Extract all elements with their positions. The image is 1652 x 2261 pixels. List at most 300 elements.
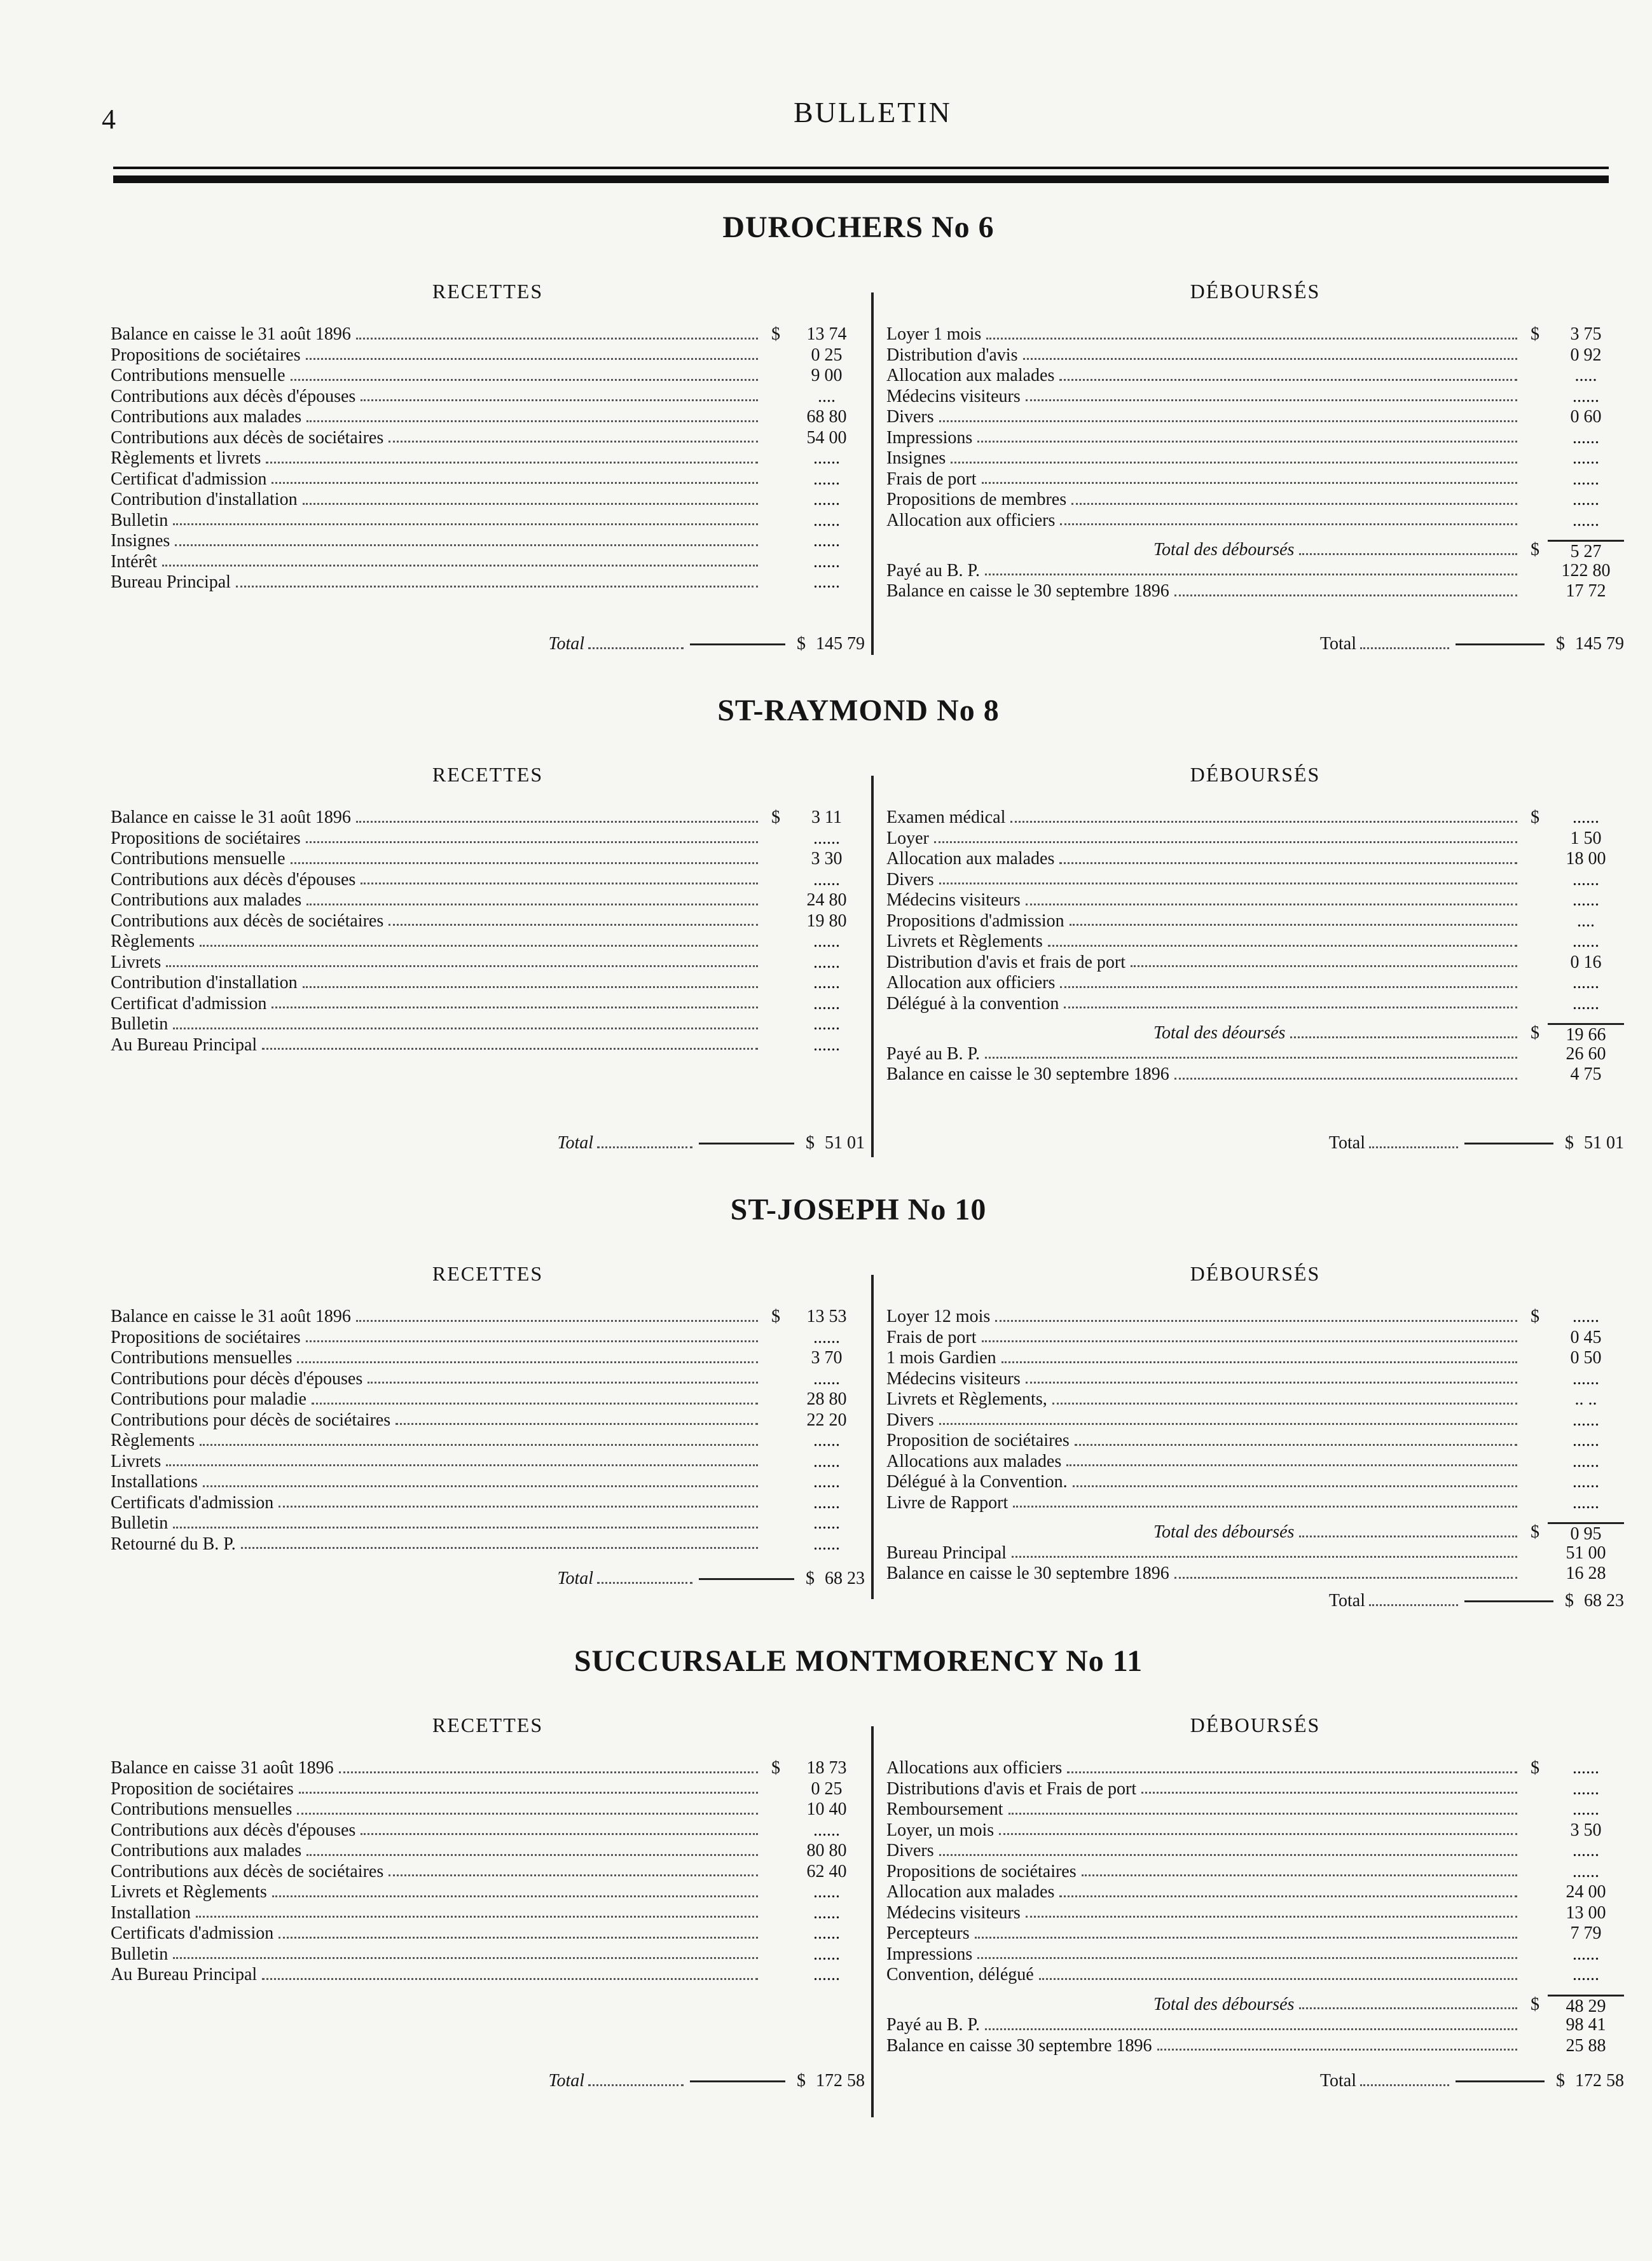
ledger-amount: 62 40 [806,1861,847,1881]
dot-leader [985,1044,1517,1059]
ledger-amount: ...... [813,490,840,509]
ledger-label: Loyer 12 mois [886,1307,991,1326]
ledger-amount: ...... [1573,1944,1599,1964]
ledger-row [886,952,1624,973]
ledger-row [886,849,1624,870]
ledger-amount: ...... [813,1492,840,1513]
ledger-label: Remboursement [886,1799,1003,1819]
ledger-label: Bureau Principal [111,572,231,592]
ledger-amount: 25 88 [1566,2035,1606,2056]
dot-leader [306,828,758,844]
dot-leader [1073,1472,1517,1487]
dot-leader [356,808,758,823]
ledger-label: Livrets [111,952,162,972]
ledger-amount: 22 20 [806,1410,847,1430]
ledger-amount: 28 80 [806,1389,847,1409]
total-amount: 172 58 [1575,2071,1624,2091]
dot-leader [1290,1023,1517,1038]
ledger-label: Contributions aux décès d'épouses [111,386,356,406]
ledger-amount: .... [818,386,836,406]
ledger-label: Impressions [886,427,973,448]
currency-sign: $ [1531,1023,1539,1043]
ledger-row [886,1044,1624,1065]
ledger-label: Au Bureau Principal [111,1034,258,1055]
dot-leader [995,1307,1517,1322]
currency-sign [1522,1944,1548,1965]
ledger-row [886,808,1624,828]
ledger-label: Bulletin [111,1014,169,1034]
ledger-label: Bulletin [111,1944,169,1964]
dot-leader [951,448,1517,464]
total-line [111,1567,865,1590]
dot-leader [396,1410,758,1426]
ledger-row [886,994,1624,1015]
currency-sign [763,1965,788,1986]
dot-leader [306,407,758,422]
currency-sign [1522,387,1548,408]
currency-sign [1522,1841,1548,1862]
total-label: Total [557,1133,593,1153]
ledger-amount: ...... [1573,993,1599,1014]
total-label: Total [548,634,584,654]
currency-sign: $ [1531,324,1539,344]
currency-sign [1522,890,1548,911]
ledger-row [886,1758,1624,1779]
recettes-rows [111,324,865,593]
section-title: SUCCURSALE MONTMORENCY No 11 [574,1644,1143,1678]
dot-leader [306,345,758,361]
currency-sign: $ [806,1569,815,1588]
currency-sign [763,1882,788,1903]
ledger-row [886,1543,1624,1564]
ledger-row [111,366,865,387]
debourses-column [886,763,1624,1170]
ledger-amount: 0 95 [1548,1522,1624,1543]
total-dash [690,2070,785,2082]
dot-leader [588,633,684,649]
header-rule-thick [113,175,1609,183]
ledger-row [886,870,1624,891]
ledger-row [886,931,1624,952]
currency-sign [1522,1563,1548,1584]
column-divider [871,1726,874,2117]
currency-sign [1522,952,1548,973]
currency-sign: $ [1531,1994,1539,2014]
dot-leader [977,428,1517,443]
ledger-label: Frais de port [886,1327,977,1347]
subtotal-row [886,1995,1624,2016]
ledger-amount: 13 74 [806,324,847,344]
ledger-label: Allocations aux malades [886,1451,1062,1471]
dot-leader [173,511,758,526]
column-divider [871,1275,874,1599]
ledger-section [95,1192,1624,1675]
ledger-row [111,890,865,911]
ledger-row [886,1882,1624,1903]
ledger-amount: ...... [813,551,840,572]
debourses-heading: DÉBOURSÉS [1190,1262,1321,1285]
currency-sign [1522,511,1548,532]
ledger-label: Balance en caisse le 30 septembre 1896 [886,1064,1169,1084]
dot-leader [1059,849,1517,864]
ledger-amount: ...... [1573,1492,1599,1513]
currency-sign [1522,1820,1548,1841]
ledger-amount: 24 80 [806,890,847,910]
dot-leader [203,1472,758,1487]
total-spacer [886,1132,1329,1155]
total-dash [1464,1590,1553,1602]
ledger-amount: ...... [1573,1307,1599,1326]
total-amount: 145 79 [816,634,865,654]
total-line [886,633,1624,656]
ledger-label: Distributions d'avis et Frais de port [886,1778,1137,1799]
dot-leader [272,1882,758,1897]
ledger-amount: ...... [1573,808,1599,827]
ledger-row [111,552,865,573]
dot-leader [1052,1389,1517,1405]
ledger-label: Loyer, un mois [886,1820,995,1840]
dot-leader [1071,490,1517,505]
ledger-label: Balance en caisse 31 août 1896 [111,1758,334,1778]
dot-leader [166,1452,758,1467]
ledger-amount: ...... [1573,1410,1599,1430]
ledger-label: Propositions de sociétaires [111,1327,301,1347]
dot-leader [1299,1995,1517,2010]
ledger-label: Au Bureau Principal [111,1965,258,1984]
debourses-rows [886,1307,1624,1584]
currency-sign [1522,1452,1548,1473]
total-amount: 145 79 [1575,634,1624,654]
ledger-row [886,1389,1624,1410]
ledger-amount: 19 66 [1548,1023,1624,1044]
ledger-row [111,1513,865,1534]
total-spacer [111,633,548,656]
currency-sign [1522,1348,1548,1369]
ledger-label: Certificats d'admission [111,1923,274,1943]
total-dash [1456,633,1545,645]
dot-leader [272,469,758,484]
ledger-label: Contributions aux décès de sociétaires [111,1861,384,1881]
ledger-label: Livrets et Règlements, [886,1389,1047,1409]
ledger-row [886,1307,1624,1328]
dot-leader [306,890,758,905]
currency-sign [763,1328,788,1349]
dot-leader [279,1493,758,1508]
currency-sign: $ [771,1307,780,1326]
ledger-label: Propositions de sociétaires [111,345,301,365]
ledger-label: Balance en caisse le 31 août 1896 [111,808,351,827]
dot-leader [1013,1493,1517,1508]
currency-sign [763,1534,788,1555]
dot-leader [361,387,758,402]
dot-leader [297,1799,758,1815]
ledger-amount: 9 00 [811,366,843,385]
currency-sign [763,1513,788,1534]
ledger-row [886,407,1624,428]
ledger-amount: ...... [813,1902,840,1923]
total-dash [699,1567,794,1580]
currency-sign [1522,1903,1548,1924]
dot-leader [1070,911,1517,926]
currency-sign [1522,561,1548,582]
ledger-label: Distribution d'avis et frais de port [886,952,1125,972]
ledger-amount: 122 80 [1561,560,1611,581]
ledger-amount: 3 75 [1570,324,1602,344]
dot-leader [939,407,1517,422]
dot-leader [1369,1590,1458,1606]
ledger-amount: ...... [813,1534,840,1554]
ledger-amount: ...... [813,1965,840,1984]
dot-leader [982,1328,1517,1343]
ledger-amount: 17 72 [1566,581,1606,601]
currency-sign [763,1799,788,1820]
ledger-row [111,952,865,973]
ledger-label: Contributions pour décès de sociétaires [111,1410,391,1430]
currency-sign [1522,1328,1548,1349]
dot-leader [1131,952,1517,968]
currency-sign [1522,581,1548,602]
ledger-amount: 0 92 [1570,345,1602,365]
ledger-label: Règlements [111,931,195,951]
recettes-heading: RECETTES [432,763,544,786]
recettes-rows [111,1307,865,1555]
ledger-amount: 54 00 [806,427,847,448]
ledger-label: Certificat d'admission [111,993,267,1014]
currency-sign [1522,1431,1548,1452]
recettes-heading: RECETTES [432,1714,544,1736]
page-number: 4 [102,104,116,135]
ledger-label: Bulletin [111,510,169,530]
currency-sign [763,890,788,911]
ledger-row [111,511,865,532]
ledger-amount: ...... [813,469,840,489]
ledger-label: Propositions de sociétaires [111,828,301,848]
recettes-rows [111,1758,865,1986]
ledger-label: Allocation aux malades [886,366,1055,385]
currency-sign [763,1410,788,1431]
currency-sign [763,870,788,891]
ledger-label: Contributions aux décès de sociétaires [111,911,384,931]
currency-sign: $ [771,1758,780,1778]
ledger-row [886,428,1624,449]
ledger-amount: 68 80 [806,407,847,427]
ledger-amount: 0 25 [811,345,843,365]
ledger-amount: 3 30 [811,849,843,869]
ledger-row [111,490,865,511]
ledger-section [95,693,1624,1176]
total-label: Total [1328,1133,1365,1153]
ledger-amount: ...... [813,1923,840,1943]
ledger-row [111,1348,865,1369]
total-spacer [111,1567,557,1590]
ledger-label: Livrets et Règlements [886,931,1043,951]
currency-sign [1522,345,1548,366]
debourses-column [886,1714,1624,2120]
ledger-row [886,448,1624,469]
ledger-row [111,808,865,828]
ledger-label: Bureau Principal [886,1543,1007,1563]
ledger-amount: 13 00 [1566,1902,1606,1923]
currency-sign [1522,973,1548,994]
currency-sign [1522,1779,1548,1800]
ledger-amount: 26 60 [1566,1043,1606,1064]
currency-sign [1522,1044,1548,1065]
ledger-amount: ...... [813,1472,840,1492]
currency-sign [763,387,788,408]
total-line [111,633,865,656]
column-divider [871,776,874,1157]
ledger-label: Proposition de sociétaires [111,1778,294,1799]
dot-leader [597,1132,692,1148]
ledger-label: Divers [886,1841,934,1860]
currency-sign [763,1452,788,1473]
ledger-label: Allocation aux malades [886,849,1055,869]
currency-sign [1522,1389,1548,1410]
ledger-amount: 18 00 [1566,849,1606,869]
ledger-row [886,1328,1624,1349]
ledger-amount: ...... [813,869,840,890]
ledger-amount: 80 80 [806,1841,847,1860]
ledger-row [111,994,865,1015]
currency-sign [1522,1543,1548,1564]
ledger-amount: 51 00 [1566,1543,1606,1563]
ledger-row [886,1841,1624,1862]
ledger-row [111,324,865,345]
currency-sign [763,1841,788,1862]
currency-sign: $ [771,808,780,827]
page-title: BULLETIN [794,96,952,128]
dot-leader [1060,511,1517,526]
ledger-amount: ...... [813,931,840,951]
currency-sign: $ [1531,808,1539,827]
subtotal-row [886,540,1624,561]
currency-sign [1522,407,1548,428]
ledger-amount: .. .. [1574,1389,1597,1409]
ledger-amount: 3 70 [811,1348,843,1368]
section-title: ST-RAYMOND No 8 [717,694,1000,727]
ledger-amount: ...... [813,1513,840,1533]
ledger-row [111,1431,865,1452]
dot-leader [1008,1799,1517,1815]
ledger-row [111,1944,865,1965]
recettes-heading: RECETTES [432,280,544,303]
currency-sign: $ [1556,2071,1565,2091]
ledger-amount: 3 11 [811,808,842,827]
ledger-row [886,366,1624,387]
ledger-amount: ...... [813,1327,840,1347]
debourses-heading: DÉBOURSÉS [1190,1714,1321,1736]
ledger-row [886,1410,1624,1431]
ledger-amount: 18 73 [806,1758,847,1778]
debourses-column [886,280,1624,687]
currency-sign [1522,2015,1548,2036]
currency-sign [1522,1965,1548,1986]
ledger-amount: ...... [1573,427,1599,448]
currency-sign [1522,1882,1548,1903]
currency-sign [1522,1369,1548,1390]
dot-leader [303,490,758,505]
ledger-label: Loyer 1 mois [886,324,982,344]
total-spacer [886,1590,1329,1612]
ledger-label: Total des déoursés [1153,1023,1286,1043]
ledger-row [111,1779,865,1800]
ledger-label: Certificats d'admission [111,1492,274,1513]
ledger-label: Médecins visiteurs [886,1902,1021,1923]
currency-sign: $ [1531,1758,1539,1778]
ledger-amount: ...... [813,1368,840,1389]
ledger-label: Règlements [111,1431,195,1450]
dot-leader [985,2015,1517,2030]
currency-sign [763,1431,788,1452]
ledger-row [886,911,1624,932]
recettes-column [111,1262,865,1669]
currency-sign [1522,1493,1548,1514]
ledger-amount: ...... [1573,386,1599,406]
ledger-label: Certificat d'admission [111,469,267,489]
ledger-row [111,1472,865,1493]
currency-sign [1522,448,1548,469]
ledger-row [111,828,865,849]
currency-sign [763,1903,788,1924]
ledger-amount: 48 29 [1548,1995,1624,2016]
ledger-row [111,1328,865,1349]
ledger-row [886,1862,1624,1883]
ledger-label: Installations [111,1472,198,1492]
ledger-label: Contribution d'installation [111,490,298,509]
ledger-label: Balance en caisse le 30 septembre 1896 [886,581,1169,601]
currency-sign [763,448,788,469]
ledger-amount: ...... [1573,1431,1599,1450]
ledger-row [111,531,865,552]
currency-sign [1522,828,1548,849]
ledger-label: Frais de port [886,469,977,489]
ledger-row [886,1944,1624,1965]
dot-leader [986,324,1517,340]
dot-leader [200,1431,758,1446]
ledger-amount: ...... [1573,1778,1599,1799]
currency-sign: $ [1531,540,1539,560]
recettes-column [111,763,865,1170]
dot-leader [200,931,758,947]
ledger-label: Total des déboursés [1153,1522,1295,1542]
ledger-amount: 10 40 [806,1799,847,1819]
dot-leader [291,366,758,381]
ledger-row [111,1965,865,1986]
ledger-row [111,1493,865,1514]
dot-leader [356,324,758,340]
ledger-label: Loyer [886,828,929,848]
ledger-label: Règlements et livrets [111,448,261,468]
ledger-section [95,1644,1624,2127]
currency-sign [1522,1862,1548,1883]
ledger-amount: 0 50 [1570,1348,1602,1368]
ledger-amount: ..... [1574,366,1597,385]
ledger-label: Total des déboursés [1153,1994,1295,2014]
dot-leader [291,849,758,864]
dot-leader [272,994,758,1009]
currency-sign [1522,1799,1548,1820]
dot-leader [1064,994,1517,1009]
ledger-row [886,973,1624,994]
debourses-rows [886,1758,1624,2056]
currency-sign [763,1862,788,1883]
ledger-label: Contributions mensuelles [111,1799,293,1819]
subtotal-row [886,1023,1624,1044]
ledger-row [111,1799,865,1820]
ledger-amount: ...... [813,572,840,592]
dot-leader [985,561,1517,576]
currency-sign [763,1348,788,1369]
